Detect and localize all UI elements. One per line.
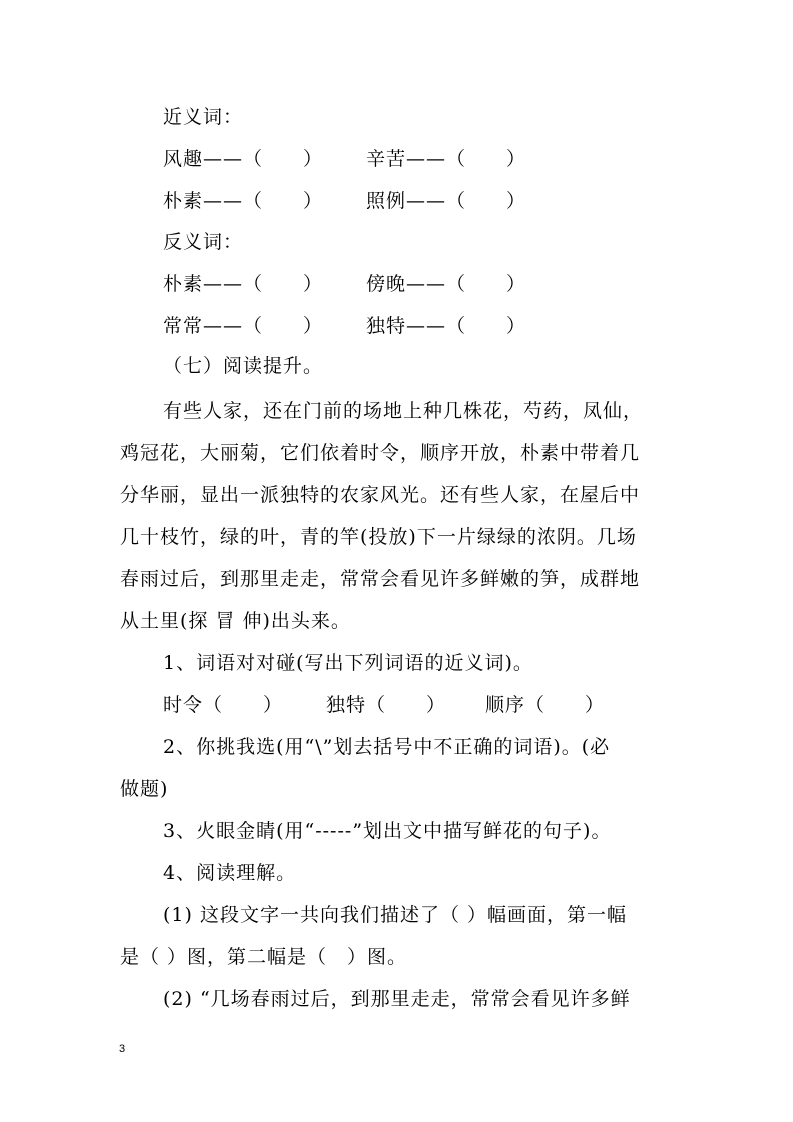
question-4-sub-2: (2) “几场春雨过后，到那里走走，常常会看见许多鲜	[163, 988, 631, 1010]
section-title: （七）阅读提升。	[163, 355, 324, 377]
synonym-item: 朴素——（ ）	[163, 190, 324, 212]
question-1-item: 时令（ ）	[163, 694, 284, 716]
synonym-item: 照例——（ ）	[366, 190, 527, 212]
question-3: 3、火眼金睛(用“-----”划出文中描写鲜花的句子)。	[163, 820, 612, 842]
passage-line: 春雨过后，到那里走走，常常会看见许多鲜嫩的笋，成群地	[120, 568, 641, 590]
question-4: 4、阅读理解。	[163, 862, 297, 884]
passage-line: 分华丽，显出一派独特的农家风光。还有些人家，在屋后中	[120, 484, 641, 506]
antonym-item: 常常——（ ）	[163, 315, 324, 337]
antonyms-heading: 反义词：	[163, 231, 244, 253]
synonym-item: 风趣——（ ）	[163, 148, 324, 170]
antonym-item: 独特——（ ）	[366, 315, 527, 337]
antonym-item: 傍晚——（ ）	[366, 273, 527, 295]
passage-line: 几十枝竹，绿的叶，青的竿(投放)下一片绿绿的浓阴。几场	[120, 526, 637, 548]
page-number: 3	[119, 1043, 126, 1055]
question-2: 2、你挑我选(用“\”划去括号中不正确的词语)。(必	[163, 736, 611, 758]
antonym-item: 朴素——（ ）	[163, 273, 324, 295]
question-1: 1、词语对对碰(写出下列词语的近义词)。	[163, 652, 533, 674]
passage-line: 有些人家，还在门前的场地上种几株花，芍药，凤仙，	[163, 400, 644, 422]
passage-line: 鸡冠花，大丽菊，它们依着时令，顺序开放，朴素中带着几	[120, 442, 641, 464]
passage-line: 从土里(探 冒 伸)出头来。	[120, 610, 351, 632]
question-4-sub-1: (1) 这段文字一共向我们描述了（ ）幅画面，第一幅	[163, 904, 627, 926]
synonym-item: 辛苦——（ ）	[366, 148, 527, 170]
synonyms-heading: 近义词：	[163, 106, 244, 128]
question-1-item: 独特（ ）	[326, 694, 447, 716]
question-1-item: 顺序（ ）	[485, 694, 606, 716]
question-2-continued: 做题)	[120, 778, 169, 800]
question-4-sub-1-continued: 是（ ）图，第二幅是（ ）图。	[120, 946, 408, 968]
